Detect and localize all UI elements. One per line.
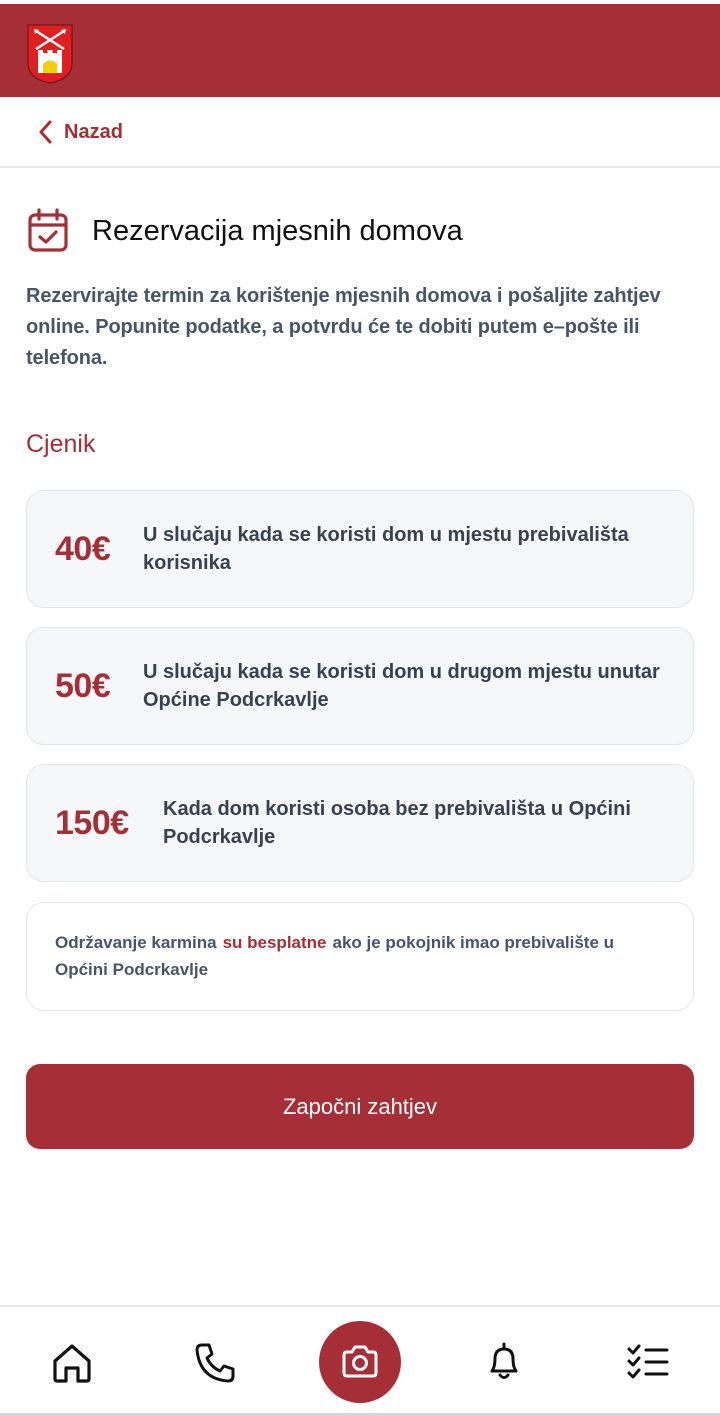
municipality-crest-icon[interactable]	[26, 23, 74, 85]
page-intro: Rezervirajte termin za korištenje mjesnih domova i pošaljite zahtjev online. Popunite podatke, a potvrdu će te dobiti putem e–pošte ili telefona.	[26, 285, 661, 369]
price-description: Kada dom koristi osoba bez prebivališta u Općini Podcrkavlje	[163, 798, 631, 848]
note-text-before: Održavanje karmina	[55, 933, 217, 952]
note-text-after: ako je pokojnik imao prebivalište u Općini Podcrkavlje	[55, 933, 615, 979]
price-description: U slučaju kada se koristi dom u mjestu prebivališta korisnika	[143, 524, 629, 574]
price-amount: 150€	[55, 803, 129, 842]
page-title: Rezervacija mjesnih domova	[92, 214, 463, 247]
funeral-note-card	[26, 902, 694, 1011]
camera-button[interactable]	[319, 1321, 401, 1403]
back-label: Nazad	[64, 120, 123, 143]
price-card	[26, 490, 694, 608]
checklist-icon[interactable]	[626, 1341, 670, 1385]
page-title-row	[26, 208, 463, 254]
app-header	[0, 4, 720, 97]
bottom-nav	[0, 1305, 720, 1416]
price-amount: 40€	[55, 529, 111, 568]
camera-icon	[339, 1341, 381, 1383]
chevron-left-icon	[36, 119, 56, 145]
pricing-title: Cjenik	[26, 430, 96, 458]
price-description: U slučaju kada se koristi dom u drugom mjestu unutar Općine Podcrkavlje	[143, 661, 660, 711]
note-highlight: su besplatne	[222, 933, 327, 952]
price-card	[26, 764, 694, 882]
phone-icon[interactable]	[193, 1341, 237, 1385]
back-button[interactable]	[36, 119, 123, 145]
bell-icon[interactable]	[482, 1339, 526, 1383]
home-icon[interactable]	[50, 1341, 94, 1385]
back-bar	[0, 97, 720, 168]
start-request-button[interactable]: Započni zahtjev	[26, 1064, 694, 1149]
calendar-check-icon	[26, 208, 70, 254]
price-card	[26, 627, 694, 745]
price-amount: 50€	[55, 666, 111, 705]
